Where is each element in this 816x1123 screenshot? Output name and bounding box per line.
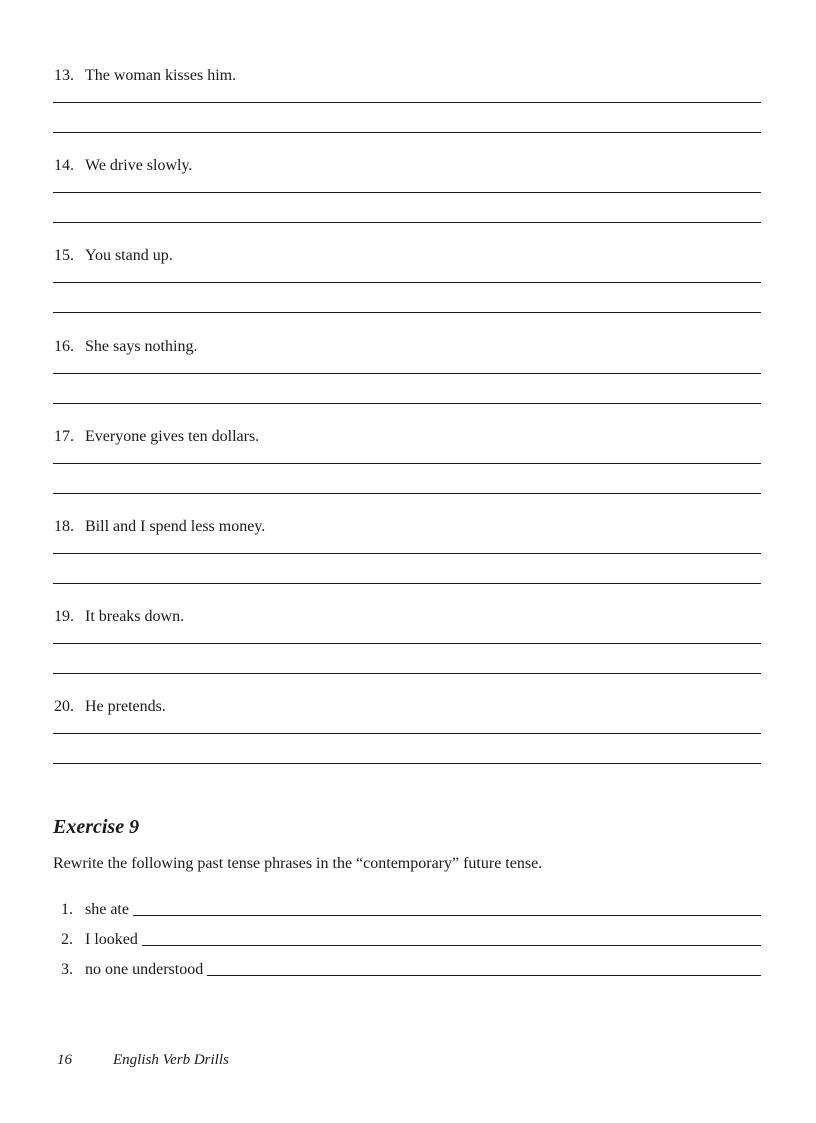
answer-line[interactable] (53, 132, 761, 133)
exercise-instructions: Rewrite the following past tense phrases in the “contemporary” future tense. (53, 855, 543, 872)
exercise-item-15 (53, 246, 761, 336)
book-title: English Verb Drills (113, 1052, 229, 1068)
answer-line[interactable] (53, 192, 761, 193)
item-sentence: You stand up. (85, 247, 173, 264)
answer-line[interactable] (53, 493, 761, 494)
answer-line[interactable] (53, 102, 761, 103)
page-footer (57, 1050, 229, 1070)
item-sentence: It breaks down. (85, 608, 185, 625)
answer-line[interactable] (207, 975, 761, 976)
item-number: 13. (54, 67, 74, 84)
item-prompt (54, 66, 236, 86)
item-sentence: The woman kisses him. (85, 67, 237, 84)
answer-line[interactable] (53, 673, 761, 674)
item-number: 16. (54, 338, 74, 355)
item-number: 20. (54, 698, 74, 715)
item-prompt (54, 517, 265, 537)
answer-line[interactable] (133, 915, 761, 916)
fill-in-item-1 (61, 898, 761, 920)
answer-line[interactable] (53, 282, 761, 283)
answer-line[interactable] (53, 373, 761, 374)
item-phrase: I looked (85, 931, 138, 948)
answer-line[interactable] (53, 643, 761, 644)
item-sentence: Bill and I spend less money. (85, 518, 266, 535)
item-prompt (54, 607, 184, 627)
item-number: 15. (54, 247, 74, 264)
exercise-item-14 (53, 156, 761, 246)
answer-line[interactable] (53, 463, 761, 464)
page-number: 16 (57, 1052, 72, 1068)
item-sentence: He pretends. (85, 698, 166, 715)
fill-in-item-3 (61, 958, 761, 980)
item-prompt (54, 427, 259, 447)
answer-line[interactable] (53, 222, 761, 223)
item-number: 3. (61, 961, 73, 978)
item-sentence: We drive slowly. (85, 157, 193, 174)
item-phrase: no one understood (85, 961, 204, 978)
answer-line[interactable] (53, 763, 761, 764)
item-number: 18. (54, 518, 74, 535)
item-prompt (54, 697, 166, 717)
item-phrase: she ate (85, 901, 129, 918)
exercise-item-19 (53, 607, 761, 697)
exercise-item-17 (53, 427, 761, 517)
item-prompt (54, 246, 173, 266)
answer-line[interactable] (53, 583, 761, 584)
item-number: 2. (61, 931, 73, 948)
exercise-item-20 (53, 697, 761, 787)
answer-line[interactable] (53, 553, 761, 554)
item-sentence: She says nothing. (85, 338, 198, 355)
answer-line[interactable] (53, 403, 761, 404)
item-number: 19. (54, 608, 74, 625)
fill-in-item-2 (61, 928, 761, 950)
exercise-heading: Exercise 9 (53, 816, 140, 838)
answer-line[interactable] (142, 945, 761, 946)
exercise-item-16 (53, 337, 761, 427)
exercise-item-18 (53, 517, 761, 607)
answer-line[interactable] (53, 312, 761, 313)
item-prompt (54, 337, 197, 357)
item-number: 1. (61, 901, 73, 918)
item-number: 17. (54, 428, 74, 445)
answer-line[interactable] (53, 733, 761, 734)
item-sentence: Everyone gives ten dollars. (85, 428, 260, 445)
item-number: 14. (54, 157, 74, 174)
item-prompt (54, 156, 192, 176)
exercise-item-13 (53, 66, 761, 156)
